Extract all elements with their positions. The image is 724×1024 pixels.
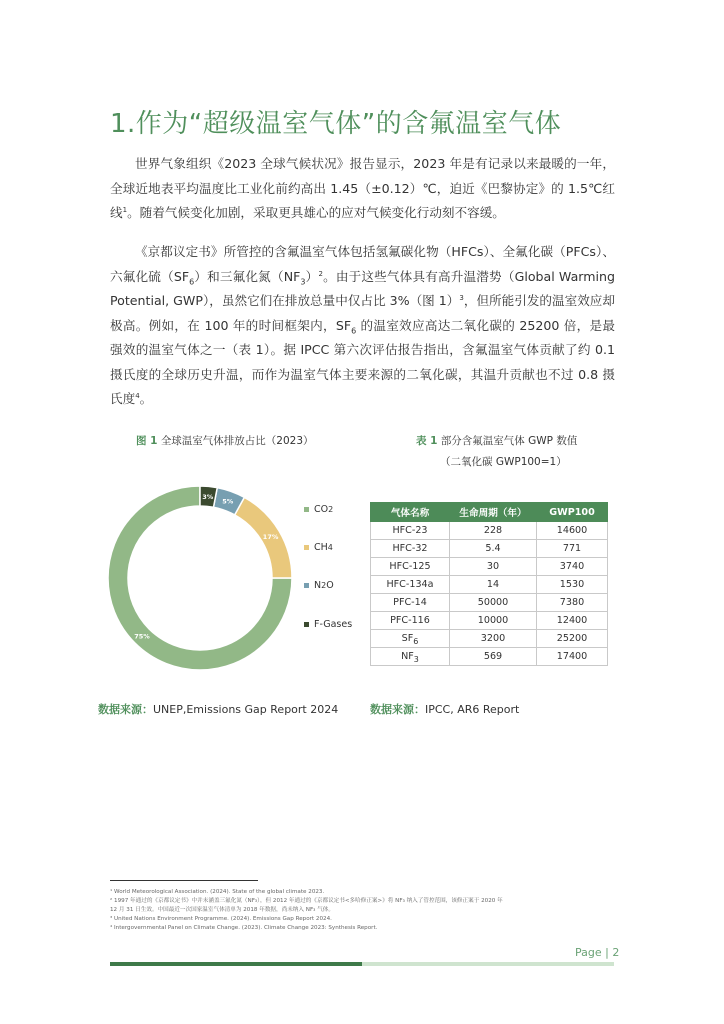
legend-swatch-fgases bbox=[304, 622, 309, 627]
legend-swatch-co2 bbox=[304, 507, 309, 512]
table-row: HFC-32 5.4 771 bbox=[371, 540, 608, 558]
legend-swatch-ch4 bbox=[304, 545, 309, 550]
legend-item-ch4: CH 4 bbox=[304, 542, 333, 553]
footnote-1: ¹ World Meteorological Association. (2024). State of the global climate 2023. bbox=[110, 889, 325, 895]
table-caption-subtitle: （二氧化碳 GWP100=1） bbox=[440, 456, 567, 468]
section-heading: 1.作为“超级温室气体”的含氟温室气体 bbox=[110, 109, 562, 139]
footer-bar-dark bbox=[110, 962, 362, 966]
paragraph-1: 世界气象组织《2023 全球气候状况》报告显示，2023 年是有记录以来最暖的一年，全球近地表平均温度比工业化前约高出 1.45（±0.12）℃，迫近《巴黎协定》的 1.5℃红线$^1$。随着气候变化加剧，采取更具雄心的应对气候变化行动刻不容缓。 bbox=[110, 156, 615, 220]
table-row: $SF_6$ 3200 25200 bbox=[371, 630, 608, 648]
footnote-3: ³ United Nations Environment Programme. (2024). Emissions Gap Report 2024. bbox=[110, 916, 332, 922]
table-header-row bbox=[371, 503, 608, 522]
donut-label-n2o: 5% bbox=[222, 497, 234, 506]
table-row: PFC-116 10000 12400 bbox=[371, 612, 608, 630]
table-row: HFC-23 228 14600 bbox=[371, 522, 608, 540]
table-row: HFC-125 30 3740 bbox=[371, 558, 608, 576]
donut-label-fgases: 3% bbox=[202, 492, 214, 501]
legend-item-co2: CO 2 bbox=[304, 504, 333, 515]
donut-label-ch4: 17% bbox=[262, 532, 279, 541]
gwp-table bbox=[370, 502, 608, 666]
table-row: PFC-14 50000 7380 bbox=[371, 594, 608, 612]
table-row: HFC-134a 14 1530 bbox=[371, 576, 608, 594]
donut-label-co2: 75% bbox=[134, 632, 150, 641]
footnote-divider bbox=[110, 880, 258, 881]
page-number: Page | 2 bbox=[575, 946, 620, 959]
col-header-lifetime: 生命周期（年） bbox=[450, 503, 537, 522]
footnote-ref-4[interactable]: 4 bbox=[135, 391, 140, 400]
legend-item-n2o: N 2 O bbox=[304, 580, 334, 591]
table-source: 数据来源：IPCC, AR6 Report bbox=[370, 703, 520, 716]
footnote-2: ² 1997 年通过的《京都议定书》中并未涵盖三氟化氮（NF₃），但 2012 年通过的《京都议定书<多哈修正案>》将 NF₃ 纳入了管控范围，该修正案于 2020 年 bbox=[110, 898, 503, 904]
paragraph-2: 《京都议定书》所管控的含氟温室气体包括氢氟碳化物（HFCs）、全氟化碳（PFCs）、六氟化硫$(SF_6)$和三氟化氮$(NF_3)^2$。由于这些气体具有高升温潜势（Global Warming Potential, GWP），虽然它们在排放总量中仅占比 3%（图 1）$^3$，但所能引发的温室效应却极高。例如，在 100 年的时间框架内，$SF_6$ 的温室效应高达二氧化碳的 25200 倍，是最强效的温室气体之一（表 1）。据 IPCC 第六次评估报告指出，含氟温室气体贡献了约 0.1 摄氏度的全球历史升温，而作为温室气体主要来源的二氧化碳，其温升贡献也不过 0.8 摄氏度$^4$。 bbox=[110, 244, 615, 406]
footnote-2-cont: 12 月 31 日生效。中国最近一次国家温室气体清单为 2018 年数据，尚未纳入 NF₃ 气体。 bbox=[110, 907, 334, 913]
footnote-4: ⁴ Intergovernmental Panel on Climate Change. (2023). Climate Change 2023: Synthesis Report. bbox=[110, 925, 378, 931]
footnote-ref-2[interactable]: 2 bbox=[318, 269, 323, 278]
footnote-ref-1[interactable]: 1 bbox=[122, 205, 128, 214]
table-caption: 表 1 部分含氟温室气体 GWP 数值 bbox=[416, 435, 578, 447]
figure-source: 数据来源：UNEP,Emissions Gap Report 2024 bbox=[98, 703, 339, 716]
figure-caption: 图 1 全球温室气体排放占比（2023） bbox=[136, 435, 314, 447]
emissions-donut-chart bbox=[100, 478, 300, 678]
table-row: $NF_3$ 569 17400 bbox=[371, 648, 608, 666]
col-header-gas: 气体名称 bbox=[371, 503, 450, 522]
footer-bar-light bbox=[362, 962, 614, 966]
footnote-ref-3[interactable]: 3 bbox=[459, 293, 464, 302]
footnotes bbox=[110, 888, 610, 933]
col-header-gwp100: GWP100 bbox=[537, 503, 608, 522]
legend-swatch-n2o bbox=[304, 583, 309, 588]
legend-item-fgases: F-Gases bbox=[304, 619, 352, 630]
